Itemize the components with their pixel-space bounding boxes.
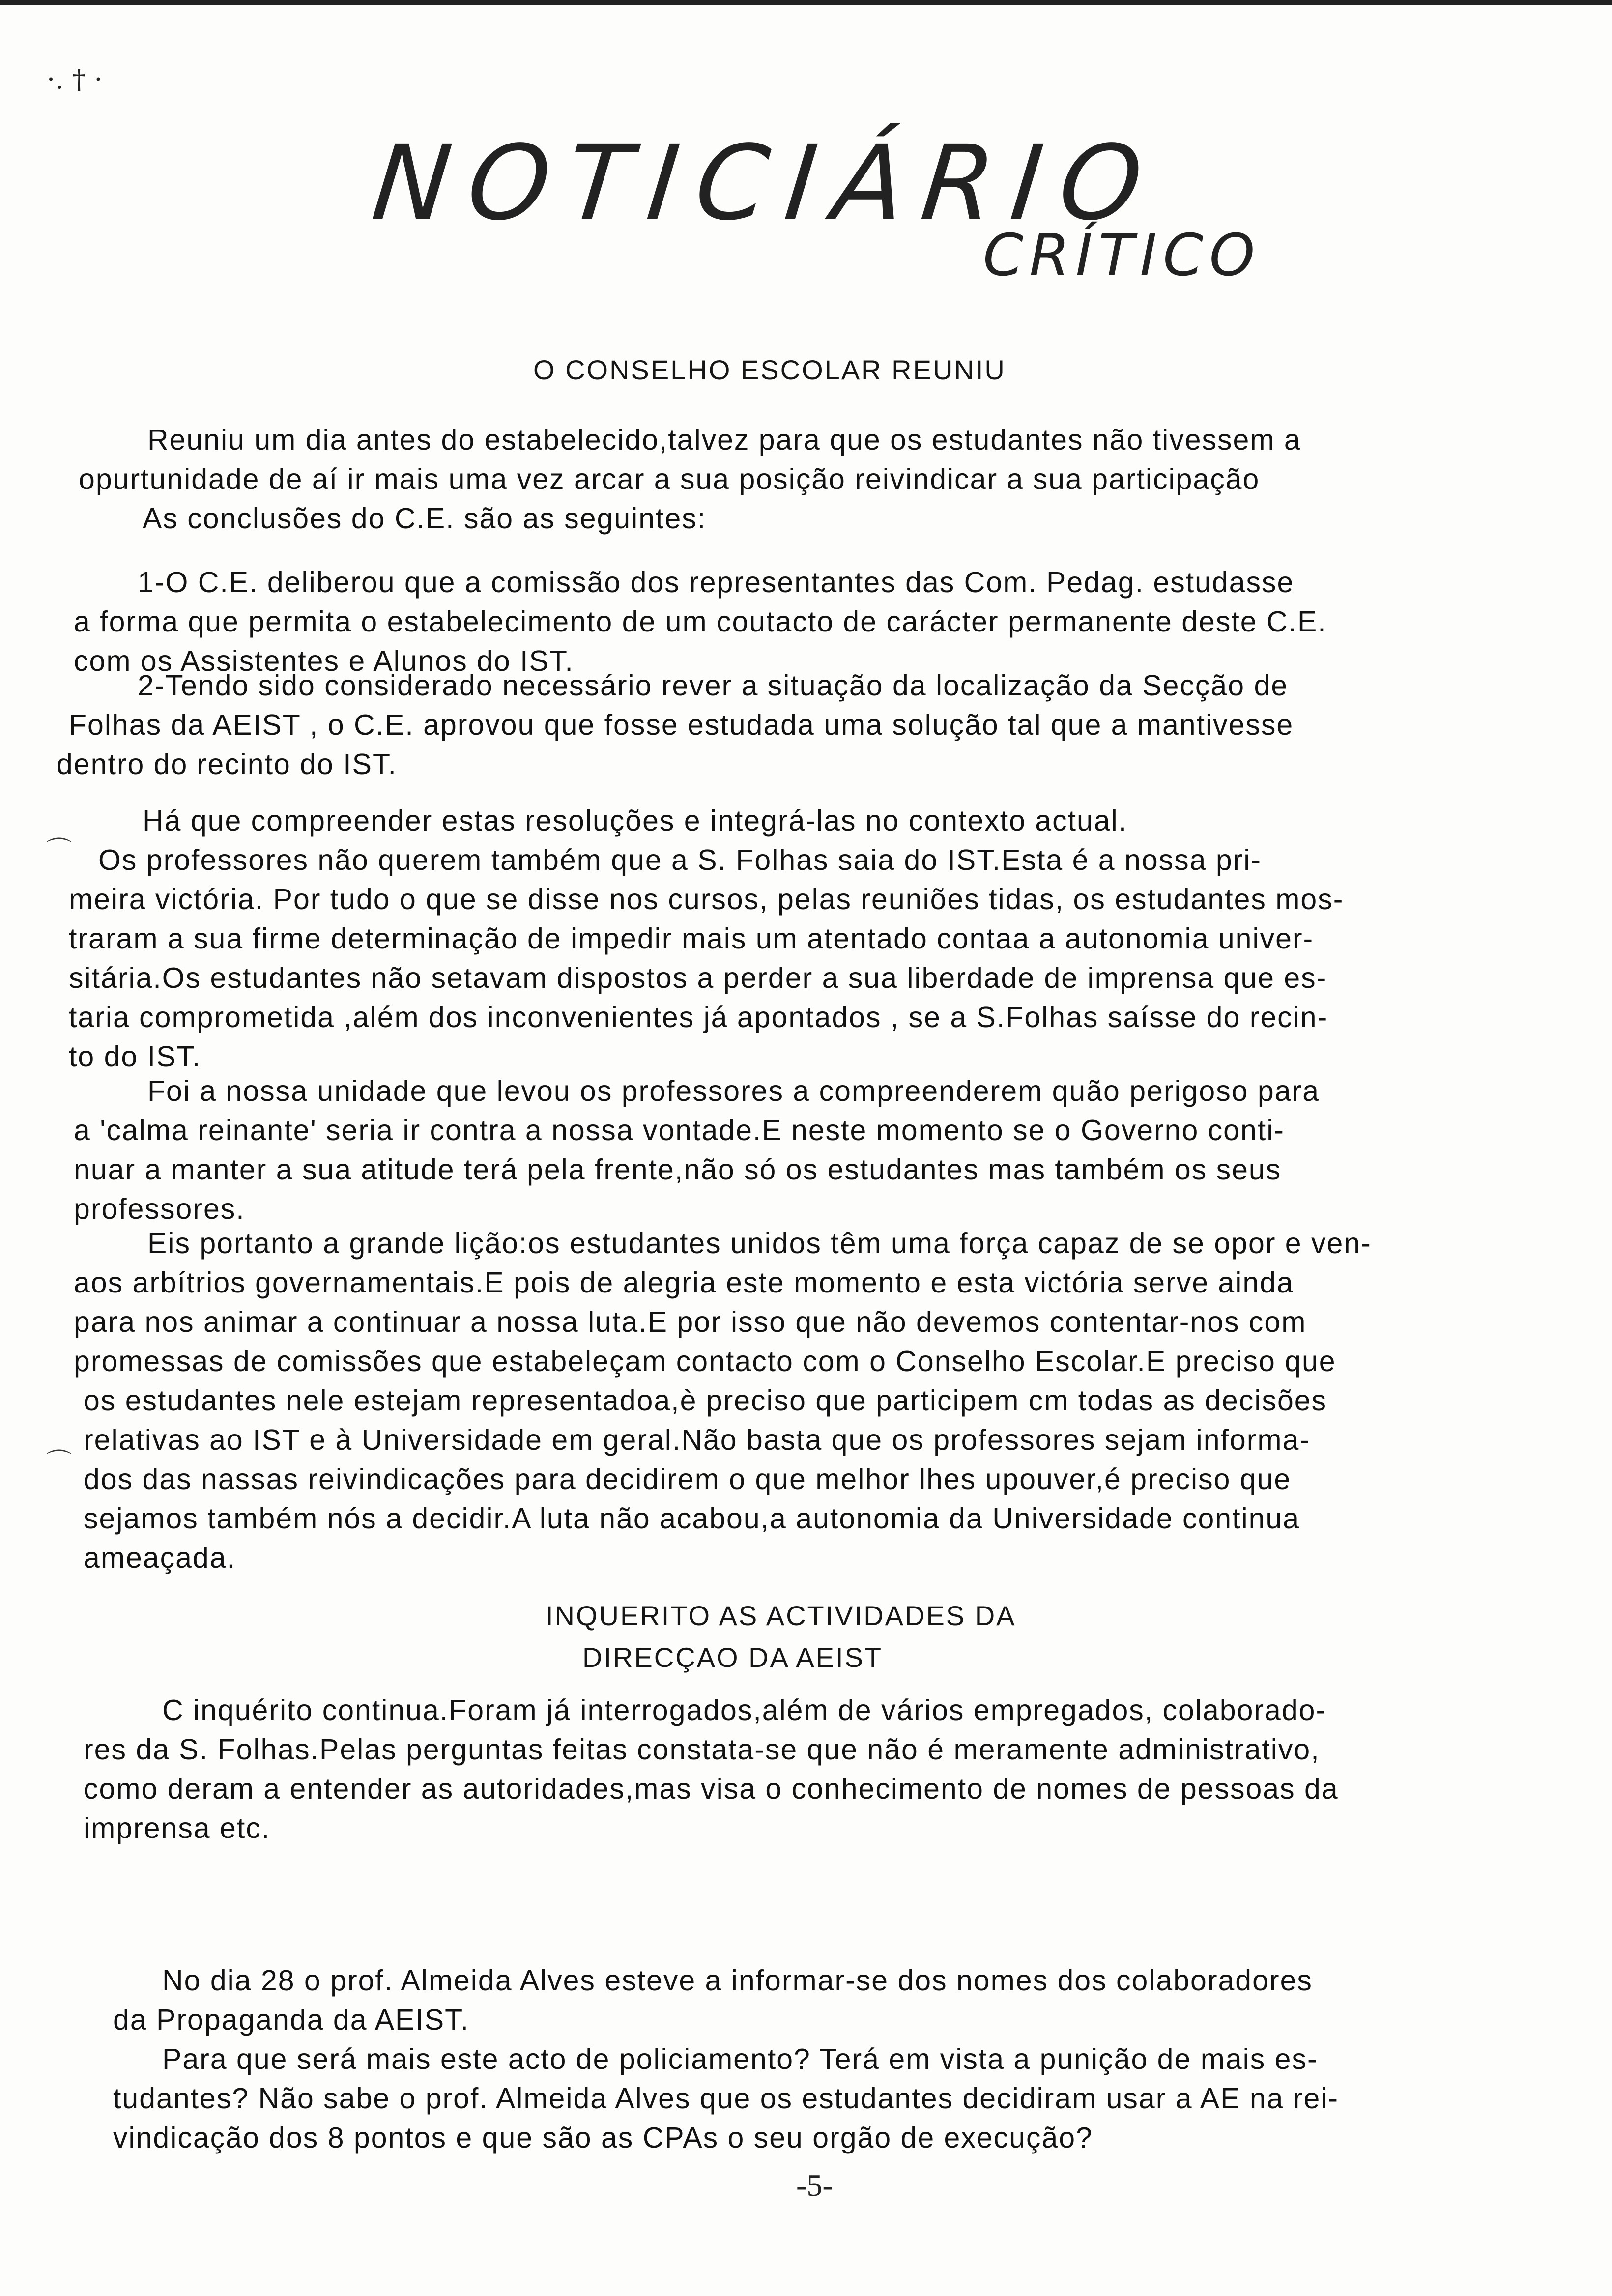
text-line: No dia 28 o prof. Almeida Alves esteve a informar-se dos nomes dos colaboradores (162, 1964, 1313, 1997)
text-line: Reuniu um dia antes do estabelecido,talvez para que os estudantes não tivessem a (147, 424, 1301, 456)
text-line: com os Assistentes e Alunos do IST. (74, 645, 574, 677)
text-line: dentro do recinto do IST. (57, 748, 397, 780)
top-border-rule (0, 0, 1612, 5)
paragraph-lesson (74, 1224, 1372, 1578)
masthead-title: NOTICIÁRIO (367, 123, 1165, 243)
text-line: As conclusões do C.E. são as seguintes: (143, 502, 707, 535)
text-line: aos arbítrios governamentais.E pois de alegria este momento e esta victória serve ainda (74, 1266, 1294, 1299)
text-line: os estudantes nele estejam representadoa,è preciso que participem cm todas as decisões (84, 1384, 1327, 1417)
text-line: vindicação dos 8 pontos e que são as CPAs o seu orgão de execução? (113, 2122, 1093, 2154)
text-line: Foi a nossa unidade que levou os professores a compreenderem quão perigoso para (147, 1075, 1320, 1107)
text-line: imprensa etc. (84, 1812, 271, 1844)
text-line: para nos animar a continuar a nossa luta.E por isso que não devemos contentar-nos com (74, 1306, 1307, 1338)
page-number: -5- (796, 2168, 833, 2203)
text-line: 1-O C.E. deliberou que a comissão dos representantes das Com. Pedag. estudasse (138, 566, 1295, 599)
text-line: promessas de comissões que estabeleçam contacto com o Conselho Escolar.E preciso que (74, 1345, 1336, 1378)
paragraph-unity (74, 1071, 1320, 1229)
paragraph-propaganda (113, 1961, 1339, 2157)
text-line: dos das nassas reivindicações para decidirem o que melhor lhes upouver,é preciso que (84, 1463, 1292, 1495)
paragraph-inquerito (84, 1691, 1339, 1848)
paragraph-item-1 (74, 563, 1327, 681)
margin-pen-mark: ⌒ (47, 1448, 71, 1476)
paragraph-intro (79, 420, 1301, 538)
text-line: ameaçada. (84, 1542, 236, 1574)
text-line: Folhas da AEIST , o C.E. aprovou que fosse estudada uma solução tal que a mantivesse (69, 709, 1294, 741)
text-line: Há que compreender estas resoluções e integrá-las no contexto actual. (143, 804, 1128, 837)
section-heading-inquerito-line2: DIRECÇAO DA AEIST (582, 1642, 883, 1673)
section-heading-inquerito-line1: INQUERITO AS ACTIVIDADES DA (546, 1600, 1016, 1631)
text-line: da Propaganda da AEIST. (113, 2004, 470, 2036)
text-line: traram a sua firme determinação de impedir mais um atentado contaa a autonomia univer- (69, 922, 1314, 955)
paragraph-item-2 (57, 666, 1294, 784)
margin-pen-mark: ⌒ (47, 836, 71, 864)
text-line: professores. (74, 1193, 245, 1225)
text-line: Eis portanto a grande lição:os estudantes unidos têm uma força capaz de se opor e ven- (147, 1227, 1372, 1260)
masthead-subtitle: CRÍTICO (983, 221, 1261, 289)
text-line: taria comprometida ,além dos inconvenientes já apontados , se a S.Folhas saísse do recin- (69, 1001, 1328, 1033)
text-line: a 'calma reinante' seria ir contra a nossa vontade.E neste momento se o Governo conti- (74, 1114, 1285, 1147)
text-line: como deram a entender as autoridades,mas visa o conhecimento de nomes de pessoas da (84, 1773, 1339, 1805)
text-line: opurtunidade de aí ir mais uma vez arcar a sua posição reivindicar a sua participação (79, 463, 1260, 495)
text-line: res da S. Folhas.Pelas perguntas feitas constata-se que não é meramente administrativo, (84, 1733, 1320, 1766)
text-line: relativas ao IST e à Universidade em geral.Não basta que os professores sejam informa- (84, 1424, 1310, 1456)
corner-scan-marks: ·․ † · (47, 64, 103, 95)
text-line: tudantes? Não sabe o prof. Almeida Alves que os estudantes decidiram usar a AE na rei- (113, 2082, 1339, 2115)
section-heading-conselho: O CONSELHO ESCOLAR REUNIU (533, 354, 1006, 385)
text-line: Os professores não querem também que a S. Folhas saia do IST.Esta é a nossa pri- (98, 844, 1262, 876)
text-line: a forma que permita o estabelecimento de um coutacto de carácter permanente deste C.E. (74, 605, 1327, 638)
text-line: 2-Tendo sido considerado necessário rever a situação da localização da Secção de (138, 669, 1289, 702)
text-line: nuar a manter a sua atitude terá pela frente,não só os estudantes mas também os seus (74, 1153, 1282, 1186)
text-line: sejamos também nós a decidir.A luta não acabou,a autonomia da Universidade continua (84, 1502, 1300, 1535)
text-line: Para que será mais este acto de policiamento? Terá em vista a punição de mais es- (162, 2043, 1318, 2075)
paragraph-analysis (69, 801, 1344, 1076)
text-line: to do IST. (69, 1040, 202, 1073)
text-line: meira victória. Por tudo o que se disse nos cursos, pelas reuniões tidas, os estudantes mos- (69, 883, 1344, 916)
text-line: C inquérito continua.Foram já interrogados,além de vários empregados, colaborado- (162, 1694, 1327, 1726)
masthead (367, 123, 1307, 329)
text-line: sitária.Os estudantes não setavam dispostos a perder a sua liberdade de imprensa que es- (69, 962, 1327, 994)
